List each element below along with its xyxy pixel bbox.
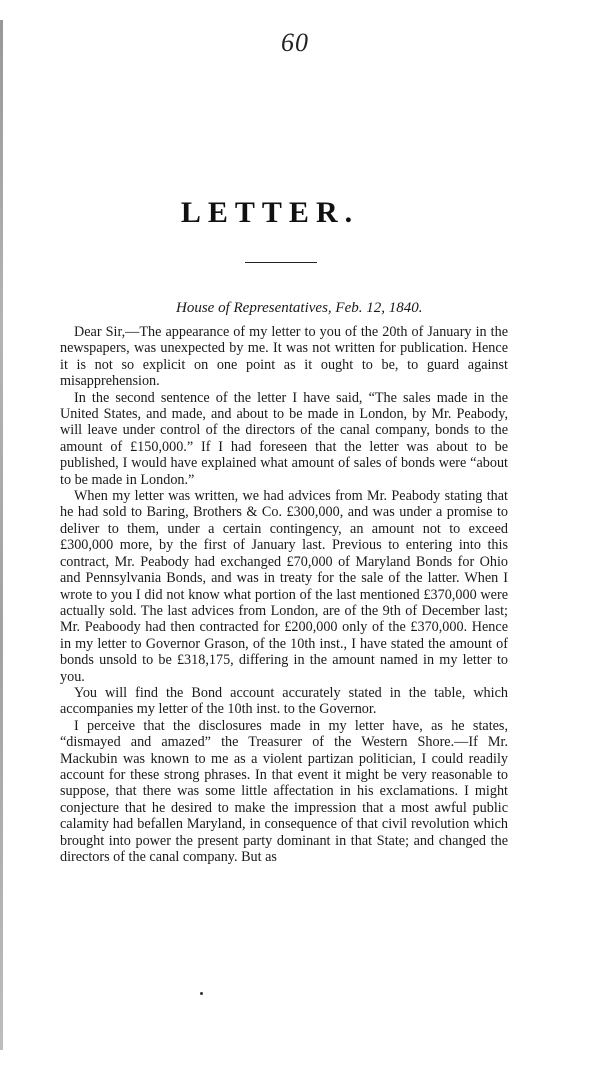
dateline-date: Feb. 12, 1840.: [335, 300, 423, 316]
paragraph-4: You will find the Bond account accurately stated in the table, which accompanies my letter of the 10th inst. to the Governor.: [60, 684, 508, 718]
paragraph-1: Dear Sir,—The appearance of my letter to you of the 20th of January in the newspapers, was unexpected by me. It was not written for publication. Hence it is not so explicit on one point as it ought to be, to guard against misapprehension.: [60, 324, 508, 390]
title-rule: [245, 262, 317, 263]
paragraph-5: I perceive that the disclosures made in my letter have, as he states, “dismayed and amazed” the Treasurer of the Western Shore.—If Mr. Mackubin was known to me as a violent partizan politician, I could readily account for these strong phrases. In that event it might be very reasonable to suppose, that there was some little affectation in his exclamations. I might conjecture that he desired to make the impression that a most awful public calamity had befallen Maryland, in consequence of that civil revolution which brought into power the present party dominant in that State; and changed the directors of the canal company. But as: [60, 717, 508, 865]
dateline-place: House of Representatives,: [176, 300, 332, 316]
paragraph-3: When my letter was written, we had advices from Mr. Peabody stating that he had sold to Baring, Brothers & Co. £300,000, and was under a promise to deliver to them, under a certain contingency, an amount not to exceed £300,000 more, by the first of January last. Previous to entering into this contract, Mr. Peabody had exchanged £70,000 of Maryland Bonds for Ohio and Pennsylvania Bonds, and was in treaty for the sale of the latter. When I wrote to you I did not know what portion of the last mentioned £370,000 were actually sold. The last advices from London, are of the 9th of December last; Mr. Peaboody had then contracted for £200,000 only of the £370,000. Hence in my letter to Governor Grason, of the 10th inst., I have stated the amount of bonds unsold to be £318,175, differing in the amount named in my letter to you.: [60, 488, 508, 685]
letter-body: [60, 324, 508, 865]
page-number: 60: [281, 28, 309, 57]
dateline: [176, 300, 422, 317]
page-title: LETTER.: [180, 196, 360, 229]
binding-edge: [0, 20, 3, 1050]
print-mark: [200, 992, 203, 995]
paragraph-2: In the second sentence of the letter I have said, “The sales made in the United States, and made, and about to be made in London, by Mr. Peabody, will leave under control of the directors of the canal company, bonds to the amount of £150,000.” If I had foreseen that the letter was about to be published, I would have explained what amount of sales of bonds were “about to be made in London.”: [60, 389, 508, 488]
